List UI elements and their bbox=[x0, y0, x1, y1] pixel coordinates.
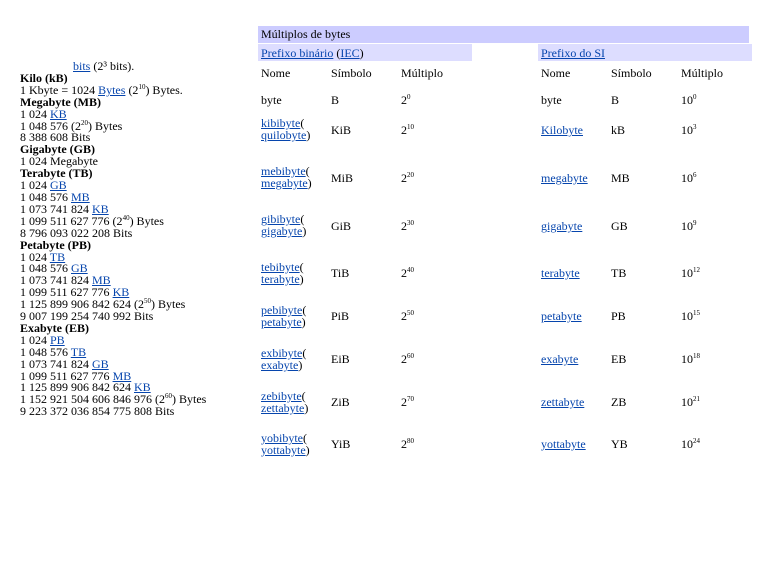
kilo-heading: Kilo (kB) bbox=[20, 70, 68, 85]
si-multiple: $10^{24}$ bbox=[681, 437, 700, 451]
si-name: byte bbox=[541, 93, 562, 107]
tb-link[interactable]: TB bbox=[49, 249, 66, 264]
gb-line-megabyte: 1 024 Megabyte bbox=[20, 154, 98, 169]
kb-definition: 1 Kbyte = 1024 Bytes $(2^{10})$ Bytes. bbox=[20, 82, 183, 97]
yottabyte-si-link[interactable]: yottabyte bbox=[541, 437, 586, 451]
si-symbol: kB bbox=[611, 123, 626, 137]
si-symbol: EB bbox=[611, 352, 627, 366]
yottabyte-link[interactable]: yottabyte bbox=[261, 443, 306, 457]
si-name bbox=[541, 123, 583, 138]
binary-name: exbibyte( exabyte) bbox=[261, 346, 307, 372]
table-caption: Múltiplos de bytes bbox=[258, 26, 749, 43]
binary-prefix-link[interactable]: Prefixo binário bbox=[261, 46, 334, 60]
mb-link[interactable]: MB bbox=[71, 189, 90, 204]
si-symbol: PB bbox=[611, 309, 626, 323]
si-multiple: $10^9$ bbox=[681, 219, 697, 233]
si-multiple: $10^{18}$ bbox=[681, 352, 700, 366]
si-name bbox=[541, 266, 580, 281]
exbibyte-link[interactable]: exbibyte bbox=[261, 346, 303, 360]
terabyte-si-link[interactable]: terabyte bbox=[541, 266, 580, 280]
table-row bbox=[258, 299, 749, 342]
quilobyte-link[interactable]: quilobyte bbox=[261, 128, 307, 142]
si-prefix-link[interactable]: Prefixo do SI bbox=[541, 46, 605, 60]
si-multiple: $10^{15}$ bbox=[681, 309, 700, 323]
tb-line-gb: 1 024 GB bbox=[20, 178, 67, 193]
tb-line-kb: 1 073 741 824 KB bbox=[20, 201, 109, 216]
prefix-group-header bbox=[258, 43, 749, 62]
binary-symbol: ZiB bbox=[331, 395, 350, 409]
pebibyte-link[interactable]: pebibyte bbox=[261, 303, 303, 317]
terabyte-heading: Terabyte (TB) bbox=[20, 166, 93, 181]
si-symbol: ZB bbox=[611, 395, 627, 409]
eb-line-mb: 1 099 511 627 776 MB bbox=[20, 368, 132, 383]
pb-line-bits: 9 007 199 254 740 992 Bits bbox=[20, 309, 154, 324]
si-symbol: B bbox=[611, 93, 620, 107]
binary-name: byte bbox=[261, 93, 282, 107]
binary-name: zebibyte( zettabyte) bbox=[261, 389, 309, 415]
gb-link[interactable]: GB bbox=[50, 178, 67, 193]
kb-link[interactable]: KB bbox=[92, 201, 109, 216]
header-nome: Nome bbox=[261, 66, 291, 80]
si-multiple: $10^6$ bbox=[681, 171, 697, 185]
kb-link[interactable]: KB bbox=[50, 106, 67, 121]
tb-line-bytes: 1 099 511 627 776 $(2^{40})$ Bytes bbox=[20, 213, 164, 228]
table-row bbox=[258, 86, 749, 112]
si-symbol: TB bbox=[611, 266, 627, 280]
binary-multiple: $2^{60}$ bbox=[401, 352, 414, 366]
binary-symbol: PiB bbox=[331, 309, 350, 323]
pb-line-bytes: 1 125 899 906 842 624 $(2^{50})$ Bytes bbox=[20, 297, 186, 312]
petabyte-heading: Petabyte (PB) bbox=[20, 237, 91, 252]
pb-link[interactable]: PB bbox=[50, 332, 65, 347]
eb-line-bytes: 1 152 921 504 606 846 976 $(2^{60})$ Bytes bbox=[20, 392, 207, 407]
binary-prefix-group: Prefixo binário (IEC) bbox=[258, 44, 472, 61]
binary-symbol: EiB bbox=[331, 352, 350, 366]
binary-symbol: KiB bbox=[331, 123, 352, 137]
zettabyte-link[interactable]: zettabyte bbox=[261, 401, 305, 415]
binary-symbol: MiB bbox=[331, 171, 354, 185]
iec-link[interactable]: IEC bbox=[340, 46, 360, 60]
header-nome-si: Nome bbox=[541, 66, 571, 80]
si-name bbox=[541, 219, 582, 234]
pb-line-mb: 1 073 741 824 MB bbox=[20, 273, 111, 288]
si-multiple: $10^3$ bbox=[681, 123, 697, 137]
table-row bbox=[258, 256, 749, 299]
si-name bbox=[541, 352, 578, 367]
si-name bbox=[541, 309, 582, 324]
megabyte-link[interactable]: megabyte bbox=[261, 176, 308, 190]
terabyte-link[interactable]: terabyte bbox=[261, 272, 300, 286]
header-simbolo-si: Símbolo bbox=[611, 66, 652, 80]
si-symbol: GB bbox=[611, 219, 628, 233]
intro-line: bits (2³ bits). bbox=[73, 59, 135, 73]
binary-multiple: $2^{70}$ bbox=[401, 395, 414, 409]
eb-line-bits: 9 223 372 036 854 775 808 Bits bbox=[20, 404, 175, 419]
binary-name: yobibyte( yottabyte) bbox=[261, 431, 310, 457]
binary-multiple: $2^0$ bbox=[401, 93, 411, 107]
binary-name: tebibyte( terabyte) bbox=[261, 260, 304, 286]
mb-link[interactable]: MB bbox=[92, 273, 111, 288]
eb-line-gb: 1 073 741 824 GB bbox=[20, 356, 109, 371]
eb-line-pb: 1 024 PB bbox=[20, 332, 65, 347]
gb-link[interactable]: GB bbox=[71, 261, 88, 276]
petabyte-si-link[interactable]: petabyte bbox=[541, 309, 582, 323]
mb-line-kb: 1 024 KB bbox=[20, 106, 67, 121]
pb-line-kb: 1 099 511 627 776 KB bbox=[20, 285, 130, 300]
si-name bbox=[541, 395, 584, 410]
bits-link[interactable]: bits bbox=[73, 59, 91, 73]
mb-line-bytes: 1 048 576 $(2^{20})$ Bytes bbox=[20, 118, 123, 133]
byte-multiples-list bbox=[20, 61, 252, 418]
si-name bbox=[541, 437, 586, 452]
si-prefix-group bbox=[538, 44, 752, 61]
exabyte-link[interactable]: exabyte bbox=[261, 358, 299, 372]
binary-name: mebibyte( megabyte) bbox=[261, 164, 312, 190]
gibibyte-link[interactable]: gibibyte bbox=[261, 212, 301, 226]
si-symbol: MB bbox=[611, 171, 630, 185]
gigabyte-link[interactable]: gigabyte bbox=[261, 224, 303, 238]
pb-line-gb: 1 048 576 GB bbox=[20, 261, 88, 276]
exabyte-si-link[interactable]: exabyte bbox=[541, 352, 579, 366]
table-row bbox=[258, 427, 749, 469]
mb-line-bits: 8 388 608 Bits bbox=[20, 130, 91, 145]
kibibyte-link[interactable]: kibibyte bbox=[261, 116, 301, 130]
petabyte-link[interactable]: petabyte bbox=[261, 315, 302, 329]
gigabyte-si-link[interactable]: gigabyte bbox=[541, 219, 583, 233]
tb-line-bits: 8 796 093 022 208 Bits bbox=[20, 225, 133, 240]
megabyte-heading: Megabyte (MB) bbox=[20, 94, 101, 109]
tb-line-mb: 1 048 576 MB bbox=[20, 189, 90, 204]
table-row bbox=[258, 208, 749, 256]
binary-multiple: $2^{50}$ bbox=[401, 309, 414, 323]
binary-symbol: GiB bbox=[331, 219, 352, 233]
binary-multiple: $2^{20}$ bbox=[401, 171, 414, 185]
si-symbol: YB bbox=[611, 437, 628, 451]
eb-line-tb: 1 048 576 TB bbox=[20, 344, 87, 359]
tb-link[interactable]: TB bbox=[70, 344, 87, 359]
header-multiplo: Múltiplo bbox=[401, 66, 444, 80]
binary-name: gibibyte( gigabyte) bbox=[261, 212, 307, 238]
si-multiple: $10^{12}$ bbox=[681, 266, 700, 280]
mb-link[interactable]: MB bbox=[112, 368, 132, 383]
binary-multiple: $2^{10}$ bbox=[401, 123, 414, 137]
si-name bbox=[541, 171, 588, 186]
binary-multiple: $2^{30}$ bbox=[401, 219, 414, 233]
table-row bbox=[258, 112, 749, 160]
kilobyte-link[interactable]: Kilobyte bbox=[541, 123, 583, 137]
megabyte-si-link[interactable]: megabyte bbox=[541, 171, 588, 185]
si-multiple: $10^0$ bbox=[681, 93, 697, 107]
binary-symbol: B bbox=[331, 93, 340, 107]
binary-name: kibibyte( quilobyte) bbox=[261, 116, 311, 142]
header-simbolo: Símbolo bbox=[331, 66, 372, 80]
gb-link[interactable]: GB bbox=[92, 356, 109, 371]
zebibyte-link[interactable]: zebibyte bbox=[261, 389, 302, 403]
binary-symbol: YiB bbox=[331, 437, 351, 451]
exabyte-heading: Exabyte (EB) bbox=[20, 320, 89, 335]
table-row bbox=[258, 385, 749, 427]
eb-line-kb: 1 125 899 906 842 624 KB bbox=[20, 380, 151, 395]
zettabyte-si-link[interactable]: zettabyte bbox=[541, 395, 585, 409]
mebibyte-link[interactable]: mebibyte bbox=[261, 164, 306, 178]
binary-name: pebibyte( petabyte) bbox=[261, 303, 307, 329]
pb-line-tb: 1 024 TB bbox=[20, 249, 66, 264]
binary-symbol: TiB bbox=[331, 266, 350, 280]
yobibyte-link[interactable]: yobibyte bbox=[261, 431, 303, 445]
kb-link[interactable]: KB bbox=[112, 285, 130, 300]
bytes-link[interactable]: Bytes bbox=[98, 82, 126, 97]
binary-multiple: $2^{40}$ bbox=[401, 266, 414, 280]
si-multiple: $10^{21}$ bbox=[681, 395, 700, 409]
byte-multiples-table bbox=[258, 26, 749, 469]
header-multiplo-si: Múltiplo bbox=[681, 66, 724, 80]
column-header-row bbox=[258, 62, 749, 86]
table-row bbox=[258, 160, 749, 208]
kb-link[interactable]: KB bbox=[134, 380, 151, 395]
table-row bbox=[258, 342, 749, 385]
binary-multiple: $2^{80}$ bbox=[401, 437, 414, 451]
gigabyte-heading: Gigabyte (GB) bbox=[20, 142, 95, 157]
tebibyte-link[interactable]: tebibyte bbox=[261, 260, 300, 274]
